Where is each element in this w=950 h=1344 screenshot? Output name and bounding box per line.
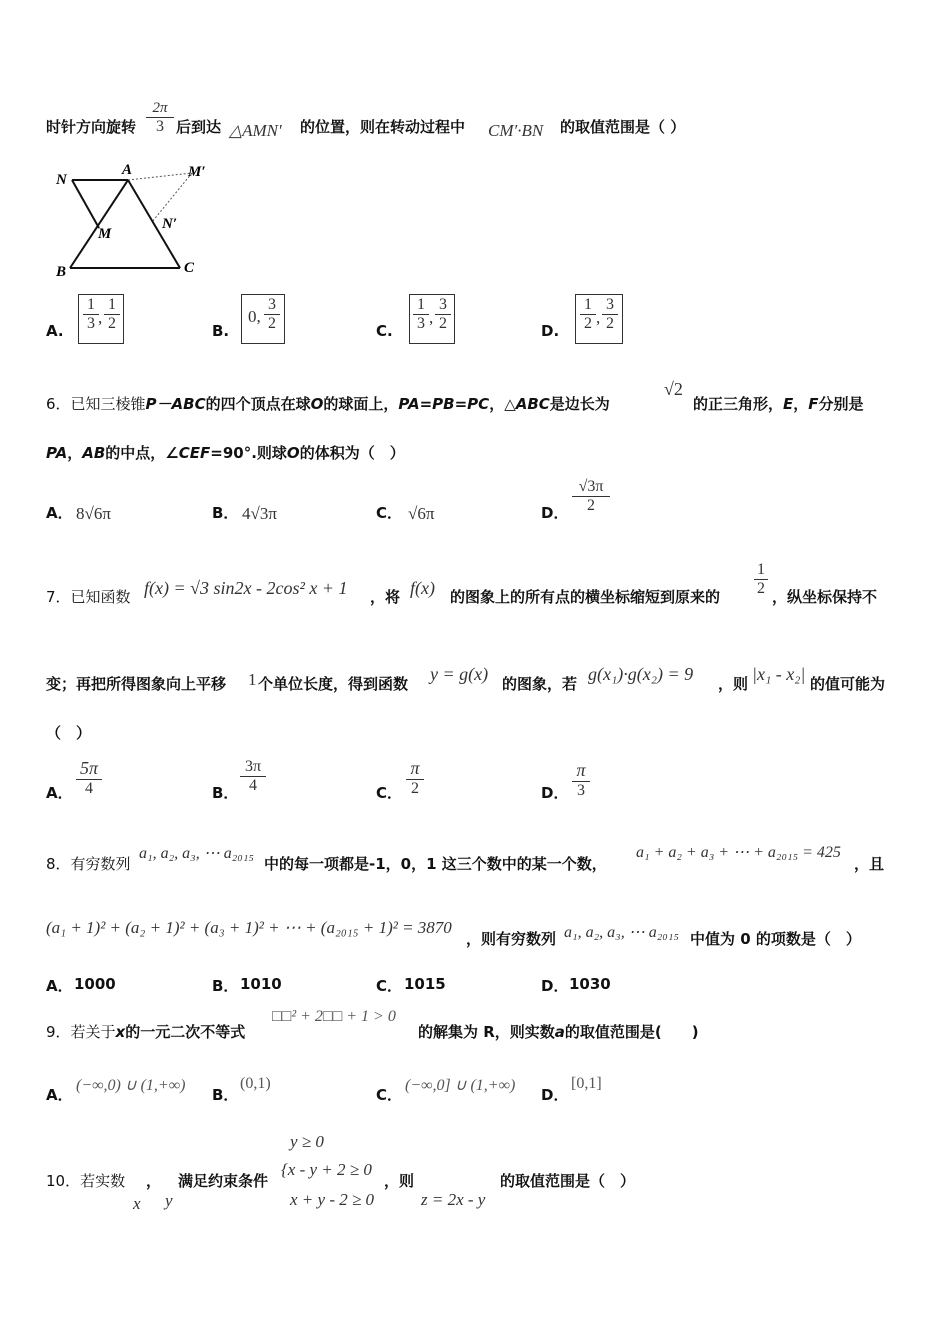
q10-text-c: 满足约束条件 xyxy=(178,1172,269,1190)
q8-sum: a₁ + a₂ + a₃ + ⋯ + a₂₀₁₅ = 425 xyxy=(636,844,841,861)
label-n-prime: N′ xyxy=(162,216,178,232)
q5-figure xyxy=(52,160,222,282)
q5-text-b: 后到达 xyxy=(176,118,222,136)
label-m: M xyxy=(98,226,112,242)
q5-vector: CM′·BN xyxy=(488,121,544,140)
label-n: N xyxy=(56,172,67,188)
q7-paren: （ ） xyxy=(46,724,92,742)
q7-text-c: 的图象上的所有点的横坐标缩短到原来的 xyxy=(450,588,721,606)
q6-stem-line1: 6．已知三棱锥P－ABC的四个顶点在球O的球面上，PA=PB=PC，△ABC是边长为 xyxy=(46,395,610,413)
q5-angle-fraction: $\frac{2\pi}{3}$ xyxy=(146,100,174,136)
q8-number: 8．有穷数列 xyxy=(46,855,131,873)
q7-half: $\frac{1}{2}$ xyxy=(754,561,768,598)
q6-stem-line2: PA，AB的中点，∠CEF=90°.则球O的体积为（ ） xyxy=(46,444,405,462)
q8-sequence: a₁, a₂, a₃, ⋯ a₂₀₁₅ xyxy=(139,845,254,862)
q5-triangle: △AMN′ xyxy=(229,121,282,140)
q8-text-c: ，且 xyxy=(854,855,885,873)
q7-text-h: ，则 xyxy=(718,675,749,693)
segment-am-prime xyxy=(128,173,192,180)
q7-gx: y = g(x) xyxy=(430,664,489,684)
q8-square-sum: (a₁ + 1)² + (a₂ + 1)² + (a₃ + 1)² + ⋯ + (a₂₀₁₅ + 1)² = 3870 xyxy=(46,918,452,937)
q7-shift: 1 xyxy=(248,670,257,689)
q6-side-length: √2 xyxy=(664,379,683,399)
q7-text-i: 的值可能为 xyxy=(810,675,886,693)
q7-text-b: ，将 xyxy=(370,588,401,606)
q7-text-e: 变；再把所得图象向上平移 xyxy=(46,675,227,693)
q10-constraint-3: x + y - 2 ≥ 0 xyxy=(290,1190,375,1209)
q10-objective: z = 2x - y xyxy=(421,1190,486,1209)
q8-text-b: 中的每一项都是-1，0，1 这三个数中的某一个数， xyxy=(264,855,607,873)
q10-constraint-2: {x - y + 2 ≥ 0 xyxy=(281,1160,372,1179)
q10-number: 10．若实数 xyxy=(46,1172,126,1190)
q8-sequence-2: a₁, a₂, a₃, ⋯ a₂₀₁₅ xyxy=(564,924,679,941)
q10-comma: ， xyxy=(146,1172,162,1190)
q10-constraint-1: y ≥ 0 xyxy=(290,1132,324,1151)
q8-text-d: ，则有穷数列 xyxy=(466,930,557,948)
q7-fx: f(x) xyxy=(410,578,435,598)
q10-var-x: x xyxy=(133,1194,141,1213)
q7-product: g(x₁)·g(x₂) = 9 xyxy=(588,664,694,684)
segment-nm xyxy=(72,180,99,228)
q9-stem-a: 9．若关于x的一元二次不等式 xyxy=(46,1023,246,1041)
q10-text-e: 的取值范围是（ ） xyxy=(500,1172,636,1190)
q7-text-f: 个单位长度，得到函数 xyxy=(258,675,409,693)
q8-text-e: 中值为 0 的项数是（ ） xyxy=(690,930,861,948)
q5-text-c: 的位置，则在转动过程中 xyxy=(300,118,466,136)
q5-text-d: 的取值范围是（ ） xyxy=(560,118,686,136)
label-a: A xyxy=(122,162,133,178)
q7-number: 7．已知函数 xyxy=(46,588,131,606)
label-b: B xyxy=(56,264,67,280)
q5-text-a: 时针方向旋转 xyxy=(46,118,137,136)
q6-stem-line1-end: 的正三角形，E，F分别是 xyxy=(693,395,864,413)
q10-text-d: ，则 xyxy=(384,1172,415,1190)
q7-abs-diff: |x₁ - x₂| xyxy=(752,664,806,684)
label-m-prime: M′ xyxy=(188,164,206,180)
q7-function: f(x) = √3 sin2x - 2cos² x + 1 xyxy=(144,578,348,598)
q9-inequality: □□² + 2□□ + 1 > 0 xyxy=(272,1008,396,1025)
q9-stem-b: 的解集为 R，则实数a的取值范围是( ) xyxy=(418,1023,699,1041)
q7-text-g: 的图象，若 xyxy=(502,675,578,693)
segment-m-prime-n-prime xyxy=(152,173,192,222)
q10-var-y: y xyxy=(165,1191,173,1210)
q7-text-d: ，纵坐标保持不 xyxy=(772,588,878,606)
label-c: C xyxy=(184,260,195,276)
